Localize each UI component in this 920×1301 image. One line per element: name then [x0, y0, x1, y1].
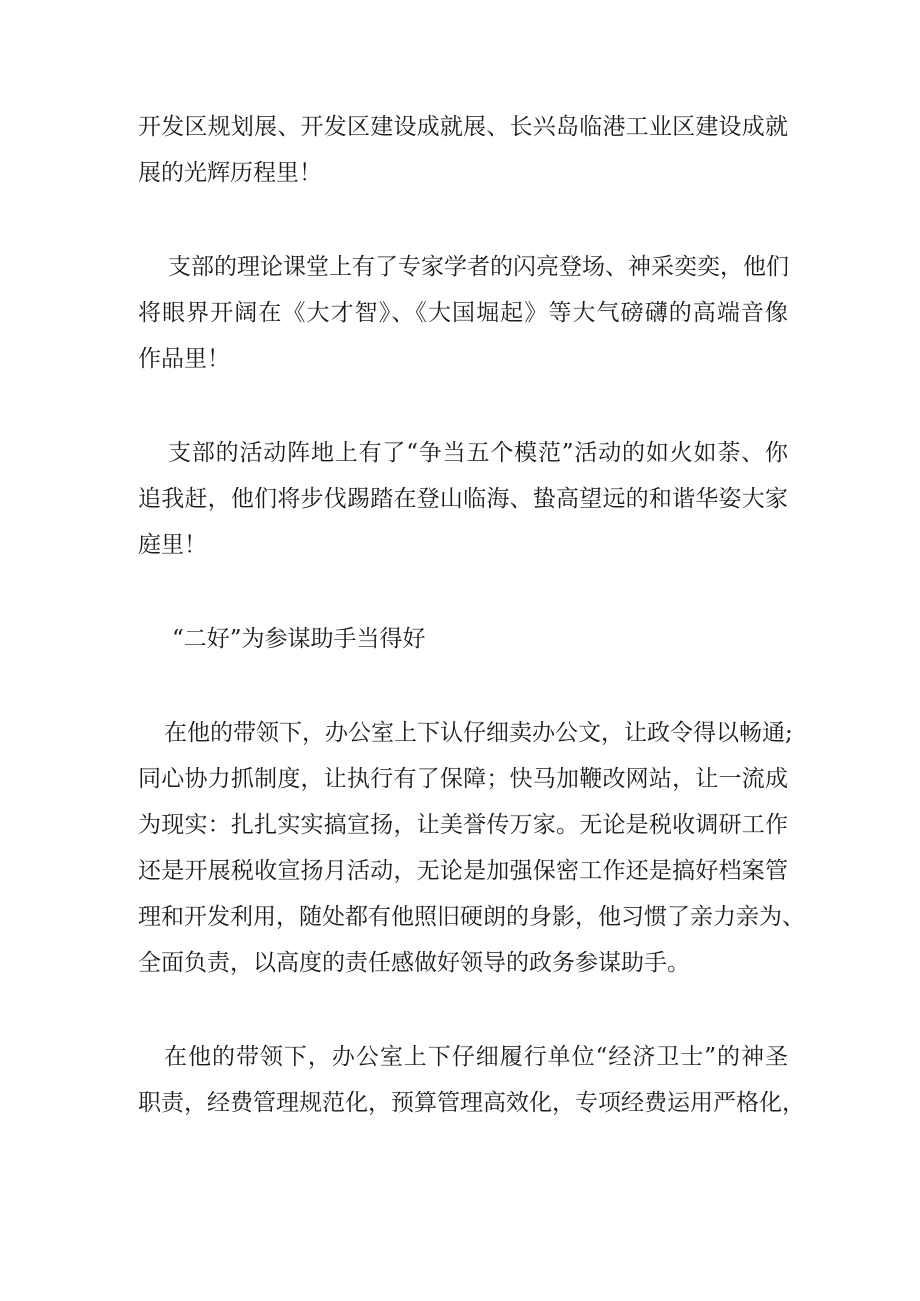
paragraph-gap	[138, 568, 788, 616]
paragraph	[138, 710, 805, 986]
paragraph	[138, 244, 788, 382]
paragraph-gap	[138, 382, 788, 430]
text-line: 理和开发利用，随处都有他照旧硬朗的身影，他习惯了亲力亲为、	[138, 904, 805, 930]
text-line: 支部的活动阵地上有了“争当五个模范”活动的如火如荼、你	[168, 440, 788, 466]
text-line: 全面负责，以高度的责任感做好领导的政务参谋助手。	[138, 950, 690, 976]
paragraph	[138, 430, 788, 568]
text-line: 开发区规划展、开发区建设成就展、长兴岛临港工业区建设成就	[138, 114, 788, 140]
text-line: 还是开展税收宣扬月活动，无论是加强保密工作还是搞好档案管	[138, 858, 788, 884]
text-line: 职责，经费管理规范化，预算管理高效化，专项经费运用严格化，	[138, 1090, 805, 1116]
text-line: 为现实：扎扎实实搞宣扬，让美誉传万家。无论是税收调研工作	[138, 812, 788, 838]
paragraph	[138, 104, 788, 196]
text-line: 展的光辉历程里！	[138, 160, 322, 186]
text-line: 在他的带领下，办公室上下认仔细卖办公文，让政令得以畅通;	[164, 720, 793, 746]
text-line: 在他的带领下，办公室上下仔细履行单位“经济卫士”的神圣	[164, 1044, 788, 1070]
text-line: 追我赶，他们将步伐踢踏在登山临海、蛰高望远的和谐华姿大家	[138, 486, 788, 512]
text-line: 同心协力抓制度，让执行有了保障；快马加鞭改网站，让一流成	[138, 766, 788, 792]
paragraph-gap	[138, 196, 788, 244]
paragraph-gap	[138, 986, 788, 1034]
section-heading: “二好”为参谋助手当得好	[172, 626, 426, 652]
document-body	[138, 104, 805, 1126]
text-line: 将眼界开阔在《大才智》、《大国堀起》等大气磅礴的高端音像	[138, 300, 788, 326]
paragraph-gap	[138, 662, 788, 710]
text-line: 作品里！	[138, 346, 230, 372]
paragraph	[138, 1034, 805, 1126]
text-line: 支部的理论课堂上有了专家学者的闪亮登场、神采奕奕，他们	[168, 254, 789, 280]
text-line: 庭里！	[138, 532, 207, 558]
